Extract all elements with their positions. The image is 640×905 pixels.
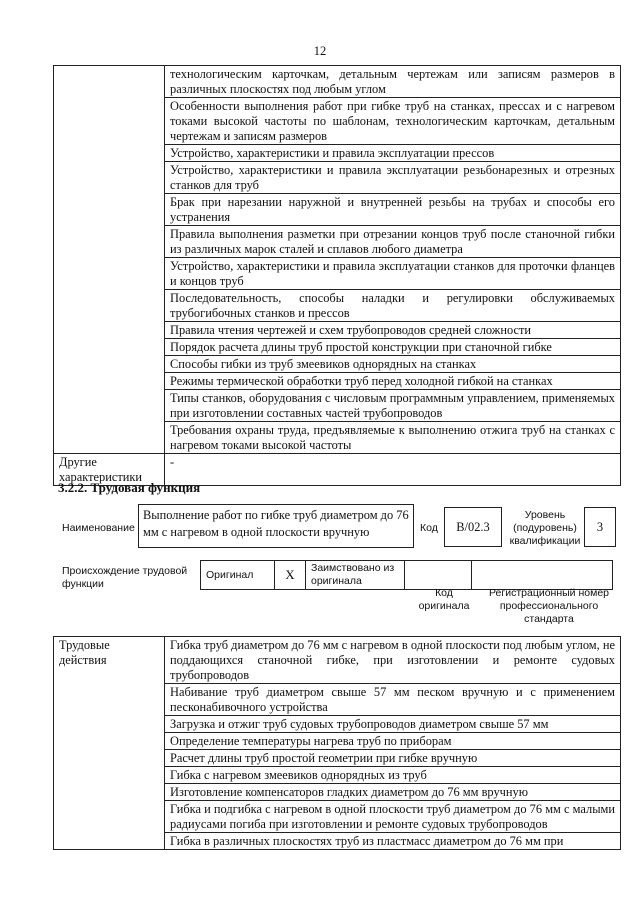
labor-actions-label: Трудовые действия (54, 637, 165, 850)
table-row (201, 561, 613, 590)
function-name-box: Выполнение работ по гибке труб диаметром до 76 мм с нагревом в одной плоскости вручную (138, 504, 414, 548)
knowledge-item: Типы станков, оборудования с числовым программным управлением, применяемых при изготовлении составных частей трубопроводов (165, 390, 621, 422)
function-code-label: Код (420, 522, 438, 534)
labor-action-item: Изготовление компенсаторов гладких диаметром до 76 мм вручную (165, 784, 621, 801)
original-mark: X (275, 561, 306, 590)
other-characteristics-value: - (165, 454, 621, 486)
qualification-level-box (584, 507, 616, 547)
other-characteristics-label: Другие характеристики (54, 454, 165, 486)
knowledge-item: Правила чтения чертежей и схем трубопроводов средней сложности (165, 322, 621, 339)
origin-table (200, 560, 613, 590)
knowledge-item: Устройство, характеристики и правила эксплуатации прессов (165, 145, 621, 162)
original-code-cell (405, 561, 472, 590)
knowledge-item: Правила выполнения разметки при отрезании концов труб после станочной гибки из различных марок сталей и сплавов любого диаметра (165, 226, 621, 258)
labor-actions-table (53, 636, 621, 850)
knowledge-item: Способы гибки из труб змеевиков однорядных на станках (165, 356, 621, 373)
labor-action-item: Гибка с нагревом змеевиков однорядных из труб (165, 767, 621, 784)
table-row (54, 66, 621, 98)
borrowed-label: Заимствовано из оригинала (306, 561, 405, 590)
knowledge-item: Режимы термической обработки труб перед холодной гибкой на станках (165, 373, 621, 390)
qualification-level-value: 3 (596, 519, 604, 534)
function-code-box (444, 507, 502, 547)
knowledge-item: Последовательность, способы наладки и регулировки обслуживаемых трубогибочных станков и прессов (165, 290, 621, 322)
knowledge-item: Требования охраны труда, предъявляемые к выполнению отжига труб на станках с нагревом токами высокой частоты (165, 422, 621, 454)
knowledge-item: Брак при нарезании наружной и внутренней резьбы на трубах и способы его устранения (165, 194, 621, 226)
original-label: Оригинал (201, 561, 275, 590)
origin-label: Происхождение трудовой функции (62, 565, 188, 590)
knowledge-item: Особенности выполнения работ при гибке труб на станках, прессах и с нагревом токами высокой частоты по шаблонам, технологическим карточкам, детальным чертежам и записям размеров (165, 98, 621, 145)
knowledge-item: Устройство, характеристики и правила эксплуатации станков для проточки фланцев и концов труб (165, 258, 621, 290)
registration-number-label: Регистрационный номер профессионального стандарта (489, 587, 609, 625)
labor-action-item: Загрузка и отжиг труб судовых трубопроводов диаметром свыше 57 мм (165, 716, 621, 733)
knowledge-label-cell (54, 66, 165, 454)
page-number: 12 (313, 44, 327, 58)
knowledge-item: Устройство, характеристики и правила эксплуатации резьбонарезных и отрезных станков для труб (165, 162, 621, 194)
labor-action-item: Набивание труб диаметром свыше 57 мм песком вручную и с применением песконабивочного устройства (165, 684, 621, 716)
function-name-label: Наименование (62, 522, 135, 534)
table-row (54, 637, 621, 684)
labor-action-item: Гибка в различных плоскостях труб из пластмасс диаметром до 76 мм при (165, 833, 621, 850)
knowledge-item: Порядок расчета длины труб простой конструкции при станочной гибке (165, 339, 621, 356)
code-original-label: Код оригинала (418, 587, 470, 612)
registration-number-cell (472, 561, 613, 590)
function-code-value: В/02.3 (456, 519, 490, 534)
section-heading: 3.2.2. Трудовая функция (58, 480, 201, 495)
labor-action-item: Расчет длины труб простой геометрии при гибке вручную (165, 750, 621, 767)
labor-action-item: Гибка труб диаметром до 76 мм с нагревом в одной плоскости под любым углом, не поддающихся станочной гибке, при изготовлении и ремонте судовых трубопроводов (165, 637, 621, 684)
labor-action-item: Определение температуры нагрева труб по приборам (165, 733, 621, 750)
knowledge-table (53, 65, 621, 486)
qualification-level-label: Уровень (подуровень) квалификации (509, 509, 581, 547)
labor-action-item: Гибка и подгибка с нагревом в одной плоскости труб диаметром до 76 мм с малыми радиусами погиба при изготовлении и ремонте судовых трубопроводов (165, 801, 621, 833)
knowledge-item: технологическим карточкам, детальным чертежам или записям размеров в различных плоскостях под любым углом (165, 66, 621, 98)
